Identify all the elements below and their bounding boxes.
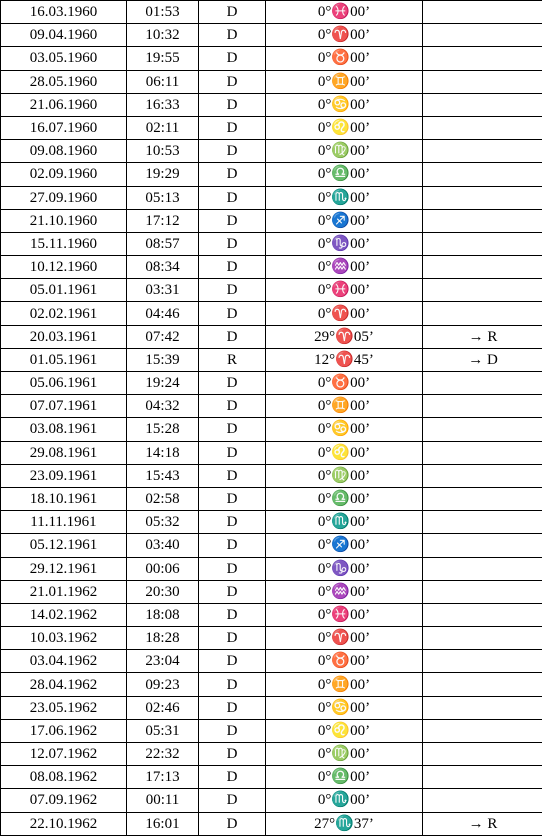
table-row — [1, 163, 542, 186]
time-cell: 20:30 — [127, 580, 199, 603]
date-cell: 08.08.1962 — [1, 766, 127, 789]
position-cell: 0°♎00’ — [266, 487, 423, 510]
date-cell: 05.12.1961 — [1, 534, 127, 557]
position-cell: 0°♊00’ — [266, 70, 423, 93]
position-cell: 0°♐00’ — [266, 209, 423, 232]
date-cell: 21.10.1960 — [1, 209, 127, 232]
station-note-cell — [423, 650, 542, 673]
station-note-cell — [423, 372, 542, 395]
position-cell: 0°♒00’ — [266, 580, 423, 603]
direction-cell: D — [199, 256, 266, 279]
direction-cell: D — [199, 70, 266, 93]
table-row — [1, 580, 542, 603]
position-cell: 0°♉00’ — [266, 650, 423, 673]
date-cell: 11.11.1961 — [1, 511, 127, 534]
station-note-cell — [423, 418, 542, 441]
direction-cell: D — [199, 464, 266, 487]
table-row — [1, 603, 542, 626]
date-cell: 29.12.1961 — [1, 557, 127, 580]
direction-cell: D — [199, 163, 266, 186]
time-cell: 17:12 — [127, 209, 199, 232]
station-note-cell — [423, 766, 542, 789]
position-cell: 0°♏00’ — [266, 789, 423, 812]
table-row — [1, 302, 542, 325]
station-note-cell: → D — [423, 348, 542, 371]
table-row — [1, 140, 542, 163]
direction-cell: R — [199, 348, 266, 371]
date-cell: 14.02.1962 — [1, 603, 127, 626]
date-cell: 16.03.1960 — [1, 1, 127, 24]
position-cell: 0°♊00’ — [266, 395, 423, 418]
station-note-cell — [423, 140, 542, 163]
time-cell: 00:11 — [127, 789, 199, 812]
direction-cell: D — [199, 789, 266, 812]
date-cell: 18.10.1961 — [1, 487, 127, 510]
table-row — [1, 209, 542, 232]
position-cell: 0°♈00’ — [266, 24, 423, 47]
direction-cell: D — [199, 441, 266, 464]
time-cell: 08:34 — [127, 256, 199, 279]
station-note-cell — [423, 789, 542, 812]
position-cell: 0°♏00’ — [266, 186, 423, 209]
table-row — [1, 418, 542, 441]
direction-cell: D — [199, 47, 266, 70]
table-row — [1, 812, 542, 835]
direction-cell: D — [199, 116, 266, 139]
station-note-cell — [423, 302, 542, 325]
station-note-cell — [423, 1, 542, 24]
date-cell: 05.06.1961 — [1, 372, 127, 395]
table-row — [1, 1, 542, 24]
station-note-cell — [423, 743, 542, 766]
table-row — [1, 348, 542, 371]
time-cell: 15:28 — [127, 418, 199, 441]
station-note-cell — [423, 673, 542, 696]
station-note-cell — [423, 279, 542, 302]
date-cell: 02.02.1961 — [1, 302, 127, 325]
table-row — [1, 719, 542, 742]
time-cell: 04:46 — [127, 302, 199, 325]
time-cell: 23:04 — [127, 650, 199, 673]
date-cell: 17.06.1962 — [1, 719, 127, 742]
table-row — [1, 766, 542, 789]
table-row — [1, 673, 542, 696]
station-note-cell — [423, 116, 542, 139]
date-cell: 23.09.1961 — [1, 464, 127, 487]
time-cell: 18:08 — [127, 603, 199, 626]
station-note-cell — [423, 511, 542, 534]
direction-cell: D — [199, 209, 266, 232]
table-row — [1, 534, 542, 557]
direction-cell: D — [199, 232, 266, 255]
station-note-cell — [423, 441, 542, 464]
table-row — [1, 232, 542, 255]
time-cell: 10:53 — [127, 140, 199, 163]
direction-cell: D — [199, 140, 266, 163]
direction-cell: D — [199, 580, 266, 603]
time-cell: 03:31 — [127, 279, 199, 302]
position-cell: 0°♑00’ — [266, 232, 423, 255]
table-row — [1, 325, 542, 348]
table-row — [1, 511, 542, 534]
time-cell: 16:01 — [127, 812, 199, 835]
position-cell: 0°♍00’ — [266, 464, 423, 487]
date-cell: 12.07.1962 — [1, 743, 127, 766]
direction-cell: D — [199, 650, 266, 673]
date-cell: 02.09.1960 — [1, 163, 127, 186]
time-cell: 22:32 — [127, 743, 199, 766]
date-cell: 21.06.1960 — [1, 93, 127, 116]
date-cell: 05.01.1961 — [1, 279, 127, 302]
table-row — [1, 372, 542, 395]
station-note-cell — [423, 464, 542, 487]
position-cell: 0°♏00’ — [266, 511, 423, 534]
table-row — [1, 696, 542, 719]
direction-cell: D — [199, 603, 266, 626]
station-note-cell — [423, 186, 542, 209]
station-note-cell — [423, 534, 542, 557]
time-cell: 02:58 — [127, 487, 199, 510]
position-cell: 0°♍00’ — [266, 140, 423, 163]
table-row — [1, 627, 542, 650]
date-cell: 03.08.1961 — [1, 418, 127, 441]
date-cell: 07.09.1962 — [1, 789, 127, 812]
time-cell: 01:53 — [127, 1, 199, 24]
date-cell: 21.01.1962 — [1, 580, 127, 603]
time-cell: 19:24 — [127, 372, 199, 395]
position-cell: 0°♐00’ — [266, 534, 423, 557]
date-cell: 22.10.1962 — [1, 812, 127, 835]
position-cell: 0°♓00’ — [266, 279, 423, 302]
time-cell: 02:11 — [127, 116, 199, 139]
date-cell: 09.08.1960 — [1, 140, 127, 163]
position-cell: 0°♌00’ — [266, 116, 423, 139]
station-note-cell — [423, 209, 542, 232]
time-cell: 03:40 — [127, 534, 199, 557]
position-cell: 0°♉00’ — [266, 47, 423, 70]
position-cell: 0°♈00’ — [266, 627, 423, 650]
date-cell: 03.04.1962 — [1, 650, 127, 673]
time-cell: 00:06 — [127, 557, 199, 580]
station-note-cell — [423, 627, 542, 650]
table-row — [1, 279, 542, 302]
station-note-cell — [423, 24, 542, 47]
date-cell: 15.11.1960 — [1, 232, 127, 255]
position-cell: 12°♈45’ — [266, 348, 423, 371]
station-note-cell — [423, 603, 542, 626]
table-row — [1, 47, 542, 70]
position-cell: 0°♍00’ — [266, 743, 423, 766]
ephemeris-table-body — [1, 1, 542, 836]
table-row — [1, 24, 542, 47]
position-cell: 0°♋00’ — [266, 93, 423, 116]
time-cell: 14:18 — [127, 441, 199, 464]
time-cell: 19:55 — [127, 47, 199, 70]
direction-cell: D — [199, 743, 266, 766]
direction-cell: D — [199, 487, 266, 510]
station-note-cell: → R — [423, 325, 542, 348]
station-note-cell: → R — [423, 812, 542, 835]
table-row — [1, 789, 542, 812]
position-cell: 29°♈05’ — [266, 325, 423, 348]
position-cell: 0°♉00’ — [266, 372, 423, 395]
station-note-cell — [423, 232, 542, 255]
date-cell: 28.04.1962 — [1, 673, 127, 696]
direction-cell: D — [199, 186, 266, 209]
position-cell: 0°♎00’ — [266, 163, 423, 186]
position-cell: 0°♓00’ — [266, 603, 423, 626]
station-note-cell — [423, 719, 542, 742]
date-cell: 27.09.1960 — [1, 186, 127, 209]
date-cell: 16.07.1960 — [1, 116, 127, 139]
time-cell: 17:13 — [127, 766, 199, 789]
time-cell: 05:32 — [127, 511, 199, 534]
direction-cell: D — [199, 395, 266, 418]
direction-cell: D — [199, 673, 266, 696]
table-row — [1, 464, 542, 487]
time-cell: 07:42 — [127, 325, 199, 348]
time-cell: 06:11 — [127, 70, 199, 93]
station-note-cell — [423, 93, 542, 116]
table-row — [1, 743, 542, 766]
direction-cell: D — [199, 696, 266, 719]
table-row — [1, 487, 542, 510]
direction-cell: D — [199, 534, 266, 557]
time-cell: 09:23 — [127, 673, 199, 696]
direction-cell: D — [199, 24, 266, 47]
position-cell: 0°♓00’ — [266, 1, 423, 24]
date-cell: 23.05.1962 — [1, 696, 127, 719]
time-cell: 19:29 — [127, 163, 199, 186]
date-cell: 20.03.1961 — [1, 325, 127, 348]
direction-cell: D — [199, 325, 266, 348]
direction-cell: D — [199, 93, 266, 116]
direction-cell: D — [199, 372, 266, 395]
direction-cell: D — [199, 1, 266, 24]
date-cell: 07.07.1961 — [1, 395, 127, 418]
direction-cell: D — [199, 719, 266, 742]
date-cell: 28.05.1960 — [1, 70, 127, 93]
table-row — [1, 93, 542, 116]
position-cell: 27°♏37’ — [266, 812, 423, 835]
table-row — [1, 650, 542, 673]
date-cell: 03.05.1960 — [1, 47, 127, 70]
time-cell: 04:32 — [127, 395, 199, 418]
position-cell: 0°♋00’ — [266, 418, 423, 441]
time-cell: 15:39 — [127, 348, 199, 371]
table-row — [1, 116, 542, 139]
table-row — [1, 70, 542, 93]
station-note-cell — [423, 70, 542, 93]
time-cell: 05:31 — [127, 719, 199, 742]
station-note-cell — [423, 557, 542, 580]
station-note-cell — [423, 395, 542, 418]
position-cell: 0°♌00’ — [266, 441, 423, 464]
date-cell: 01.05.1961 — [1, 348, 127, 371]
station-note-cell — [423, 256, 542, 279]
position-cell: 0°♈00’ — [266, 302, 423, 325]
time-cell: 18:28 — [127, 627, 199, 650]
date-cell: 29.08.1961 — [1, 441, 127, 464]
time-cell: 16:33 — [127, 93, 199, 116]
direction-cell: D — [199, 627, 266, 650]
time-cell: 15:43 — [127, 464, 199, 487]
direction-cell: D — [199, 302, 266, 325]
position-cell: 0°♊00’ — [266, 673, 423, 696]
station-note-cell — [423, 47, 542, 70]
direction-cell: D — [199, 812, 266, 835]
table-row — [1, 557, 542, 580]
table-row — [1, 441, 542, 464]
date-cell: 10.12.1960 — [1, 256, 127, 279]
time-cell: 02:46 — [127, 696, 199, 719]
position-cell: 0°♒00’ — [266, 256, 423, 279]
date-cell: 09.04.1960 — [1, 24, 127, 47]
table-row — [1, 256, 542, 279]
time-cell: 10:32 — [127, 24, 199, 47]
direction-cell: D — [199, 418, 266, 441]
position-cell: 0°♋00’ — [266, 696, 423, 719]
table-row — [1, 395, 542, 418]
station-note-cell — [423, 487, 542, 510]
date-cell: 10.03.1962 — [1, 627, 127, 650]
time-cell: 05:13 — [127, 186, 199, 209]
position-cell: 0°♑00’ — [266, 557, 423, 580]
direction-cell: D — [199, 766, 266, 789]
direction-cell: D — [199, 511, 266, 534]
table-row — [1, 186, 542, 209]
position-cell: 0°♌00’ — [266, 719, 423, 742]
direction-cell: D — [199, 557, 266, 580]
station-note-cell — [423, 580, 542, 603]
direction-cell: D — [199, 279, 266, 302]
time-cell: 08:57 — [127, 232, 199, 255]
position-cell: 0°♎00’ — [266, 766, 423, 789]
station-note-cell — [423, 696, 542, 719]
station-note-cell — [423, 163, 542, 186]
